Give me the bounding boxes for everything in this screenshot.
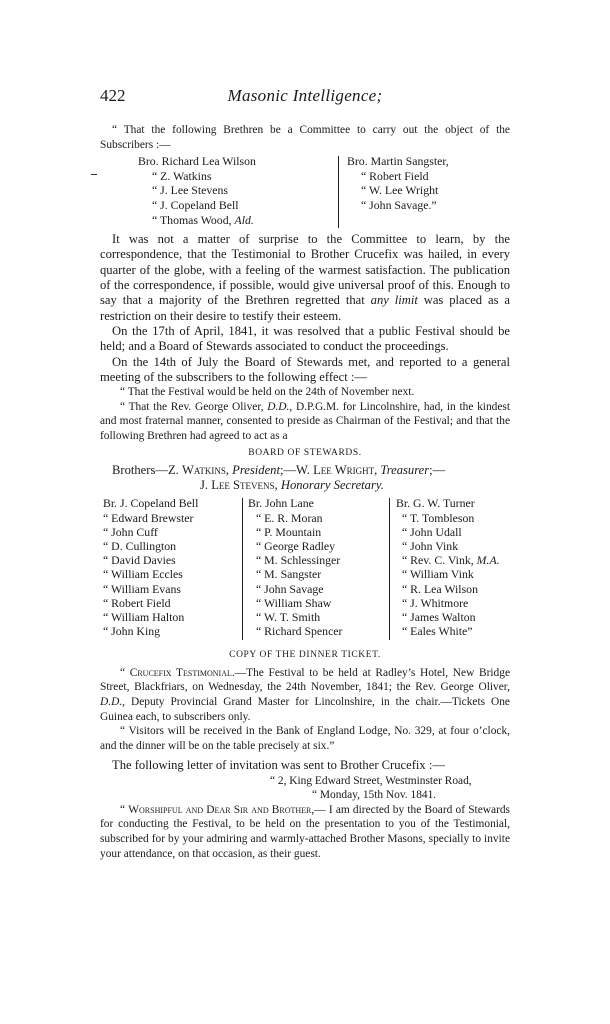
officer-name: Watkins — [181, 462, 226, 477]
committee-member: “ J. Copeland Bell — [152, 197, 239, 212]
margin-dash — [91, 174, 97, 175]
dinner-ticket-heading: COPY OF THE DINNER TICKET. — [229, 650, 381, 661]
stewards-officers — [100, 463, 510, 478]
steward-name: “ John Vink — [402, 539, 459, 554]
ticket-text: “ — [120, 666, 130, 679]
steward-name: “ William Halton — [103, 610, 185, 625]
committee-member-title: Ald. — [234, 212, 254, 227]
letter-text: ,— I am directed by the Board of Stewards for conducting the Festival, to be held on the presentation to you of the Testimonial, subscribed for by your admiring and warmly-attached Brother Masons, specially to invite your attendance, on that occasion, as their guest. — [100, 803, 510, 860]
committee-member: “ J. Lee Stevens — [152, 183, 229, 198]
officers-text: , — [225, 462, 233, 477]
steward-name: “ John King — [103, 624, 161, 639]
steward-name: “ Edward Brewster — [103, 510, 194, 525]
letter-address: “ 2, King Edward Street, Westminster Road, — [270, 774, 472, 787]
officers-text: Brothers—Z. — [112, 462, 182, 477]
officers-text: ;— — [429, 462, 446, 477]
ticket-text: , Deputy Provincial Grand Master for Lincolnshire, in the chair.—Tickets One Guinea each, to subscribers only. — [100, 695, 510, 723]
letter-intro: The following letter of invitation was sent to Brother Crucefix :— — [112, 758, 445, 773]
stewards-column-3 — [396, 496, 500, 638]
degree-text: D.D. — [100, 695, 123, 708]
officers-text: , — [274, 478, 281, 493]
steward-name: “ J. Whitmore — [402, 595, 469, 610]
officer-name: Lee Stevens — [211, 478, 275, 493]
stewards-column-1 — [103, 496, 198, 638]
committee-member-name: “ Thomas Wood, — [152, 212, 235, 227]
steward-name: Br. John Lane — [248, 496, 314, 511]
steward-name — [396, 553, 500, 567]
steward-name: “ M. Schlessinger — [256, 553, 341, 568]
letter-body — [100, 803, 510, 861]
book-page — [100, 0, 510, 1024]
steward-name: “ Eales White” — [402, 624, 473, 639]
ticket-title: Crucefix Testimonial — [129, 666, 232, 679]
steward-name: “ E. R. Moran — [256, 510, 323, 525]
steward-name: “ William Evans — [103, 581, 181, 596]
emphasis-text: any limit — [370, 293, 418, 308]
steward-name: “ R. Lea Wilson — [402, 581, 478, 596]
quote-text: , D.P.G.M. for Lincolnshire, had, in the kindest and most fraternal manner, consented to preside as Chairman of the Festival; and that the following Brethren had agreed to act as a — [100, 400, 510, 442]
officers-text: J. — [200, 478, 212, 493]
dinner-ticket-text — [100, 666, 510, 724]
steward-name: “ W. T. Smith — [256, 610, 321, 625]
letter-salutation: Worshipful and Dear Sir and Brother — [128, 803, 312, 816]
committee-member: “ Robert Field — [361, 168, 429, 183]
column-divider — [242, 498, 243, 640]
stewards-secretary — [100, 478, 510, 493]
committee-intro: “ That the following Brethren be a Committee to carry out the object of the Subscribers :— — [100, 124, 510, 151]
committee-member: “ John Savage.” — [361, 197, 437, 212]
steward-name: “ William Shaw — [256, 595, 332, 610]
committee-member — [138, 213, 256, 228]
letter-text: “ — [120, 803, 129, 816]
steward-name: “ James Walton — [402, 610, 476, 625]
paragraph-text: It was not a matter of surprise to the Committee to learn, by the correspondence, that the Testimonial to Brother Crucefix was hailed, in every quarter of the globe, with a feeling of the warmest satisfaction. The publication of the correspondence, if possible, would give universal proof of this. Enough to say that a majority of the Brethren regretted that — [100, 232, 510, 308]
page-number: 422 — [100, 86, 126, 105]
steward-name: “ William Vink — [402, 567, 474, 582]
stewards-column-2 — [248, 496, 342, 638]
committee-member: “ Z. Watkins — [152, 168, 212, 183]
stewards-list — [100, 496, 510, 648]
letter-date: “ Monday, 15th Nov. 1841. — [312, 789, 437, 802]
steward-name: “ John Cuff — [103, 524, 158, 539]
paragraph-board-meeting: On the 14th of July the Board of Stewards met, and reported to a general meeting of the subscribers to the following effect :— — [100, 354, 510, 384]
steward-name: “ David Davies — [103, 553, 176, 568]
page-header — [100, 86, 510, 110]
running-title: Masonic Intelligence; — [227, 86, 383, 105]
officers-text: ;—W. — [279, 462, 314, 477]
steward-name: “ M. Sangster — [256, 567, 322, 582]
steward-name: “ D. Cullington — [103, 539, 177, 554]
steward-name: “ John Udall — [402, 524, 462, 539]
committee-list — [100, 154, 510, 230]
degree-text: D.D. — [267, 400, 290, 413]
steward-name: “ T. Tombleson — [402, 510, 475, 525]
committee-right-column — [347, 154, 449, 212]
steward-name: “ Robert Field — [103, 595, 171, 610]
column-divider — [338, 156, 339, 228]
officer-name: Lee Wright — [313, 462, 375, 477]
page-body — [100, 123, 510, 861]
quote-chairman — [100, 400, 510, 444]
quote-festival-date: “ That the Festival would be held on the 24th of November next. — [120, 386, 415, 399]
officer-role: Honorary Secretary. — [280, 478, 384, 493]
steward-name: “ Richard Spencer — [256, 624, 343, 639]
committee-member: Bro. Richard Lea Wilson — [138, 154, 256, 169]
officer-role: Treasurer — [380, 462, 430, 477]
steward-name: “ P. Mountain — [256, 524, 322, 539]
steward-name: Br. G. W. Turner — [396, 496, 475, 511]
steward-name-text: “ Rev. C. Vink, — [402, 553, 477, 568]
quote-text: “ That the Rev. George Oliver, — [120, 400, 268, 413]
steward-name: “ George Radley — [256, 539, 336, 554]
board-of-stewards-heading: BOARD OF STEWARDS. — [248, 447, 362, 458]
paragraph-testimonial — [100, 232, 510, 324]
column-divider — [389, 498, 390, 640]
degree-text: M.A. — [476, 553, 500, 568]
paragraph-text: was placed as a restriction on their desire to testify their esteem. — [100, 293, 510, 323]
committee-member: Bro. Martin Sangster, — [347, 154, 449, 169]
steward-name: Br. J. Copeland Bell — [103, 496, 199, 511]
steward-name: “ John Savage — [256, 581, 324, 596]
dinner-ticket-visitors: “ Visitors will be received in the Bank of England Lodge, No. 329, at four o’clock, and the dinner will be on the table precisely at six.” — [100, 725, 510, 752]
steward-name: “ William Eccles — [103, 567, 183, 582]
paragraph-festival-resolution: On the 17th of April, 1841, it was resolved that a public Festival should be held; and a Board of Stewards associated to conduct the proceedings. — [100, 323, 510, 354]
committee-member: “ W. Lee Wright — [361, 183, 439, 198]
ticket-text: .—The Festival to be held at Radley’s Hotel, New Bridge Street, Blackfriars, on Wednesday, the 24th November, 1841; the Rev. George Oliver, — [100, 666, 510, 694]
officer-role: President — [232, 462, 280, 477]
committee-left-column — [138, 154, 256, 227]
officers-text: , — [374, 462, 381, 477]
